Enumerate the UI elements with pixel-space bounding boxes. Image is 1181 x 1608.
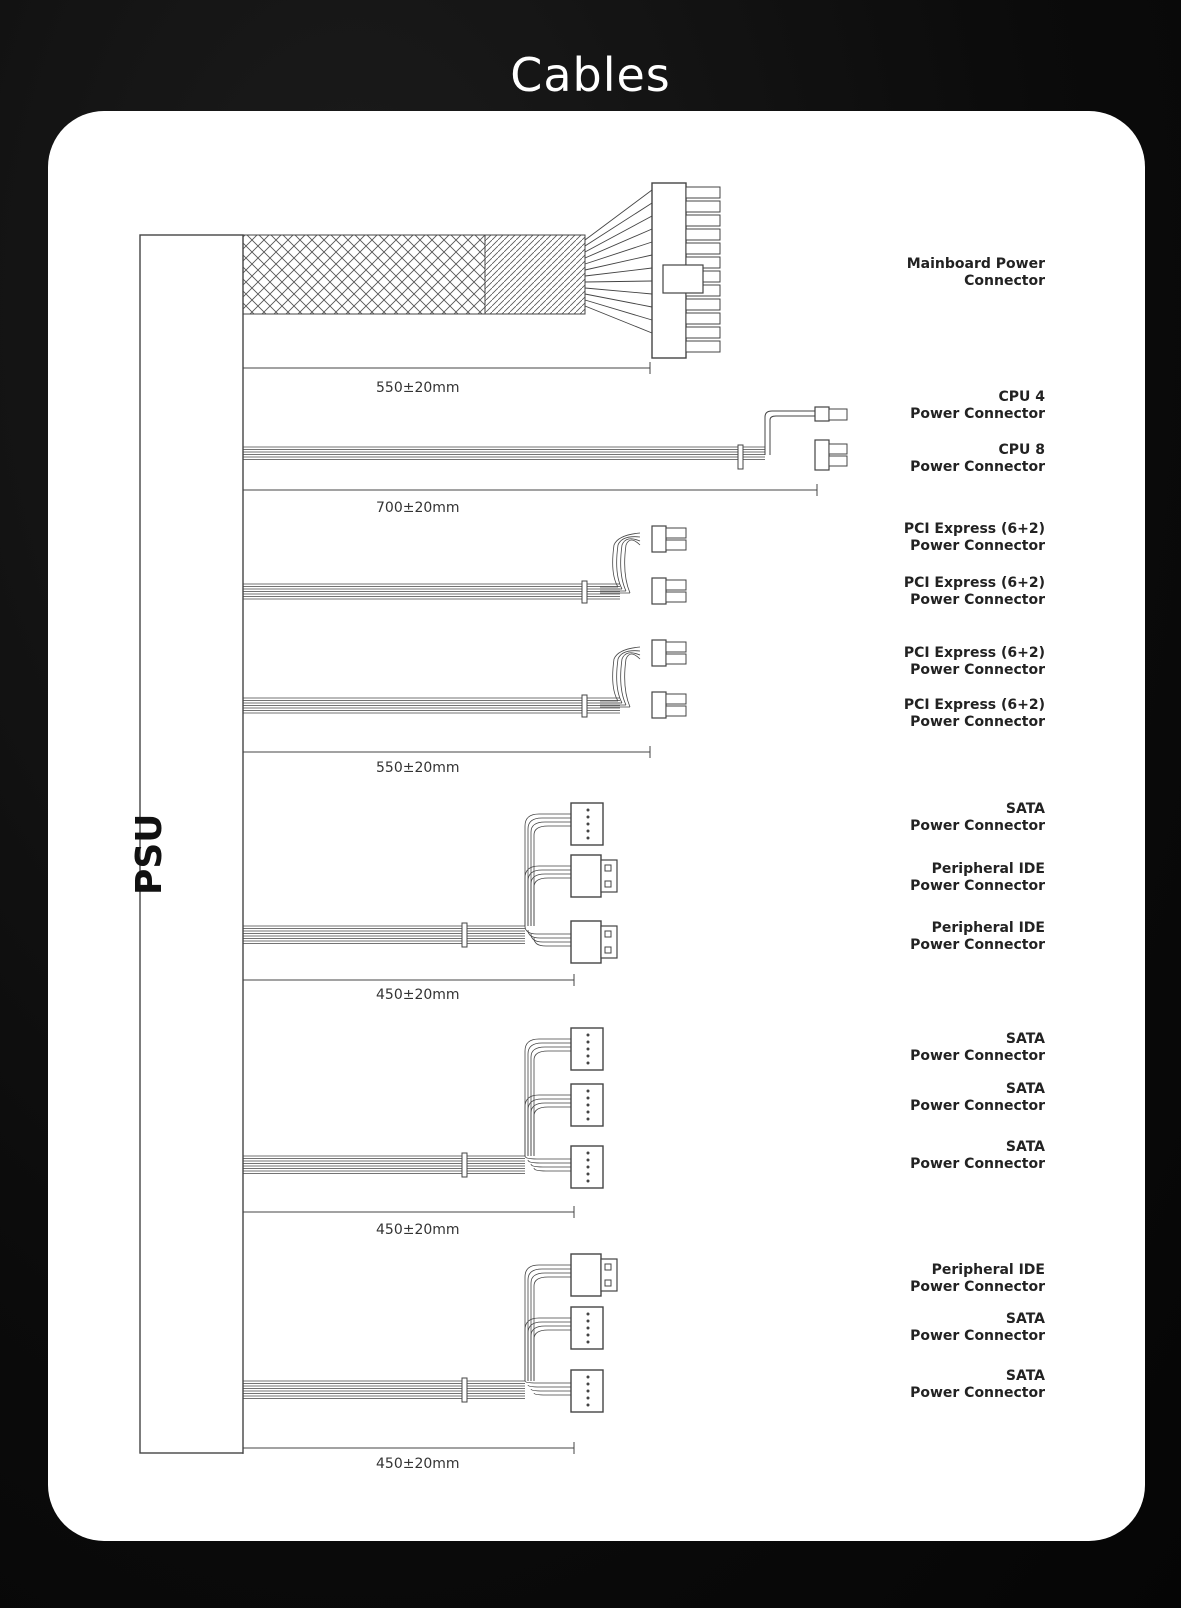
cable-tie bbox=[582, 695, 587, 717]
wire bbox=[525, 1381, 571, 1383]
sata-pin bbox=[587, 1376, 590, 1379]
sata-pin bbox=[587, 1180, 590, 1183]
connector-label: SATA Power Connector bbox=[910, 1081, 1045, 1114]
wire bbox=[528, 1322, 571, 1381]
pcie-connector-pins bbox=[666, 706, 686, 716]
sata-pin bbox=[587, 809, 590, 812]
wire bbox=[534, 878, 571, 926]
wire bbox=[534, 1168, 571, 1171]
cable-tie bbox=[462, 923, 467, 947]
wire bbox=[525, 1318, 571, 1381]
wire bbox=[585, 268, 652, 276]
pcie-connector-pins bbox=[666, 592, 686, 602]
pcie-connector bbox=[652, 692, 666, 718]
sata-pin bbox=[587, 1404, 590, 1407]
sata-pin bbox=[587, 1383, 590, 1386]
cable-tie bbox=[462, 1153, 467, 1177]
wire bbox=[625, 654, 640, 707]
sata-pin bbox=[587, 1173, 590, 1176]
wire bbox=[528, 1160, 571, 1163]
connector-label: Peripheral IDE Power Connector bbox=[910, 920, 1045, 953]
ide-connector bbox=[571, 1254, 601, 1296]
ide-connector bbox=[571, 921, 601, 963]
cable-length-sata-2: 450±20mm bbox=[376, 1222, 460, 1238]
ide-pin bbox=[605, 931, 611, 937]
sata-pin bbox=[587, 1327, 590, 1330]
ide-pin bbox=[605, 947, 611, 953]
sata-pin bbox=[587, 1166, 590, 1169]
connector-label: PCI Express (6+2) Power Connector bbox=[903, 697, 1045, 730]
ide-connector bbox=[571, 855, 601, 897]
sata-pin bbox=[587, 1104, 590, 1107]
sata-pin bbox=[587, 1390, 590, 1393]
wire bbox=[531, 1103, 571, 1156]
cpu4-connector-pins bbox=[829, 409, 847, 420]
braided-sleeve-taper bbox=[485, 235, 585, 314]
cable-length-mainboard: 550±20mm bbox=[376, 380, 460, 396]
sata-pin bbox=[587, 823, 590, 826]
connector-label: PCI Express (6+2) Power Connector bbox=[903, 645, 1045, 678]
pcie-connector bbox=[652, 526, 666, 552]
pcie-connector-pins bbox=[666, 580, 686, 590]
cable-length-pcie: 550±20mm bbox=[376, 760, 460, 776]
wire bbox=[525, 1095, 571, 1156]
connector-pin bbox=[686, 215, 720, 226]
connector-label: Mainboard Power Connector bbox=[906, 256, 1045, 289]
connector-latch bbox=[663, 265, 703, 293]
sata-pin bbox=[587, 1048, 590, 1051]
wire bbox=[625, 540, 640, 593]
cable-length-sata-ide-3: 450±20mm bbox=[376, 1456, 460, 1472]
cable-length-cpu: 700±20mm bbox=[376, 500, 460, 516]
connector-label: CPU 8 Power Connector bbox=[910, 442, 1045, 475]
wire bbox=[534, 1107, 571, 1156]
ide-pin bbox=[605, 1264, 611, 1270]
wire bbox=[528, 1385, 571, 1387]
connector-pin bbox=[686, 243, 720, 254]
connector-label: Peripheral IDE Power Connector bbox=[910, 861, 1045, 894]
cpu8-connector-pins bbox=[829, 456, 847, 466]
wire bbox=[617, 537, 640, 589]
wire bbox=[528, 818, 571, 926]
wire bbox=[534, 1277, 571, 1381]
wire bbox=[585, 281, 652, 282]
sata-pin bbox=[587, 1313, 590, 1316]
wire bbox=[525, 1156, 571, 1159]
sata-pin bbox=[587, 837, 590, 840]
sata-pin bbox=[587, 1118, 590, 1121]
ide-pin bbox=[605, 865, 611, 871]
pcie-connector-pins bbox=[666, 528, 686, 538]
cable-tie bbox=[462, 1378, 467, 1402]
connector-label: CPU 4 Power Connector bbox=[910, 389, 1045, 422]
connector-label: PCI Express (6+2) Power Connector bbox=[903, 575, 1045, 608]
connector-label: SATA Power Connector bbox=[910, 1311, 1045, 1344]
wire bbox=[525, 1039, 571, 1156]
wire bbox=[534, 826, 571, 926]
wire bbox=[617, 651, 640, 703]
wire bbox=[531, 874, 571, 926]
connector-label: SATA Power Connector bbox=[910, 1139, 1045, 1172]
wire bbox=[531, 1047, 571, 1156]
connector-pin bbox=[686, 201, 720, 212]
braided-sleeve bbox=[243, 235, 485, 314]
wire bbox=[585, 216, 652, 252]
connector-pin bbox=[686, 229, 720, 240]
wire bbox=[585, 288, 652, 294]
wire bbox=[765, 411, 815, 455]
sata-pin bbox=[587, 1341, 590, 1344]
cable-tie bbox=[582, 581, 587, 603]
connector-pin bbox=[686, 299, 720, 310]
connector-label: SATA Power Connector bbox=[910, 1368, 1045, 1401]
wire bbox=[534, 1330, 571, 1381]
page-title: Cables bbox=[510, 48, 671, 102]
connector-pin bbox=[686, 327, 720, 338]
connector-label: Peripheral IDE Power Connector bbox=[910, 1262, 1045, 1295]
wire bbox=[525, 866, 571, 926]
connector-label: PCI Express (6+2) Power Connector bbox=[903, 521, 1045, 554]
sata-pin bbox=[587, 1034, 590, 1037]
sata-pin bbox=[587, 1397, 590, 1400]
connector-pin bbox=[686, 313, 720, 324]
sata-pin bbox=[587, 1152, 590, 1155]
pcie-connector-pins bbox=[666, 654, 686, 664]
wire bbox=[585, 294, 652, 307]
pcie-connector-pins bbox=[666, 694, 686, 704]
wire bbox=[531, 1326, 571, 1381]
sata-pin bbox=[587, 816, 590, 819]
wire bbox=[621, 653, 640, 705]
cpu8-connector-pins bbox=[829, 444, 847, 454]
wire bbox=[585, 229, 652, 258]
sata-pin bbox=[587, 1041, 590, 1044]
cpu8-connector bbox=[815, 440, 829, 470]
pcie-connector-pins bbox=[666, 540, 686, 550]
wire bbox=[621, 539, 640, 591]
pcie-connector bbox=[652, 640, 666, 666]
wire bbox=[770, 416, 815, 455]
wire bbox=[528, 1043, 571, 1156]
wire bbox=[534, 1393, 571, 1395]
pcie-connector bbox=[652, 578, 666, 604]
psu-label: PSU bbox=[129, 813, 170, 895]
connector-label: SATA Power Connector bbox=[910, 801, 1045, 834]
sata-pin bbox=[587, 1159, 590, 1162]
ide-pin bbox=[605, 881, 611, 887]
wire bbox=[531, 1389, 571, 1391]
pcie-connector-pins bbox=[666, 642, 686, 652]
cable-length-sata-ide-1: 450±20mm bbox=[376, 987, 460, 1003]
wire bbox=[585, 255, 652, 270]
cable-tie bbox=[738, 445, 743, 469]
wire bbox=[528, 1099, 571, 1156]
sata-pin bbox=[587, 1111, 590, 1114]
sata-pin bbox=[587, 1097, 590, 1100]
wire bbox=[531, 1164, 571, 1167]
connector-pin bbox=[686, 187, 720, 198]
sata-pin bbox=[587, 1334, 590, 1337]
wire bbox=[525, 1265, 571, 1381]
sata-pin bbox=[587, 1320, 590, 1323]
connector-pin bbox=[686, 341, 720, 352]
sata-pin bbox=[587, 1062, 590, 1065]
wire bbox=[525, 926, 571, 934]
ide-pin bbox=[605, 1280, 611, 1286]
wire bbox=[528, 1269, 571, 1381]
cpu4-connector bbox=[815, 407, 829, 421]
wire bbox=[585, 190, 652, 240]
wire bbox=[585, 242, 652, 264]
sata-pin bbox=[587, 830, 590, 833]
sata-pin bbox=[587, 1090, 590, 1093]
sata-pin bbox=[587, 1055, 590, 1058]
connector-label: SATA Power Connector bbox=[910, 1031, 1045, 1064]
wire bbox=[585, 203, 652, 246]
